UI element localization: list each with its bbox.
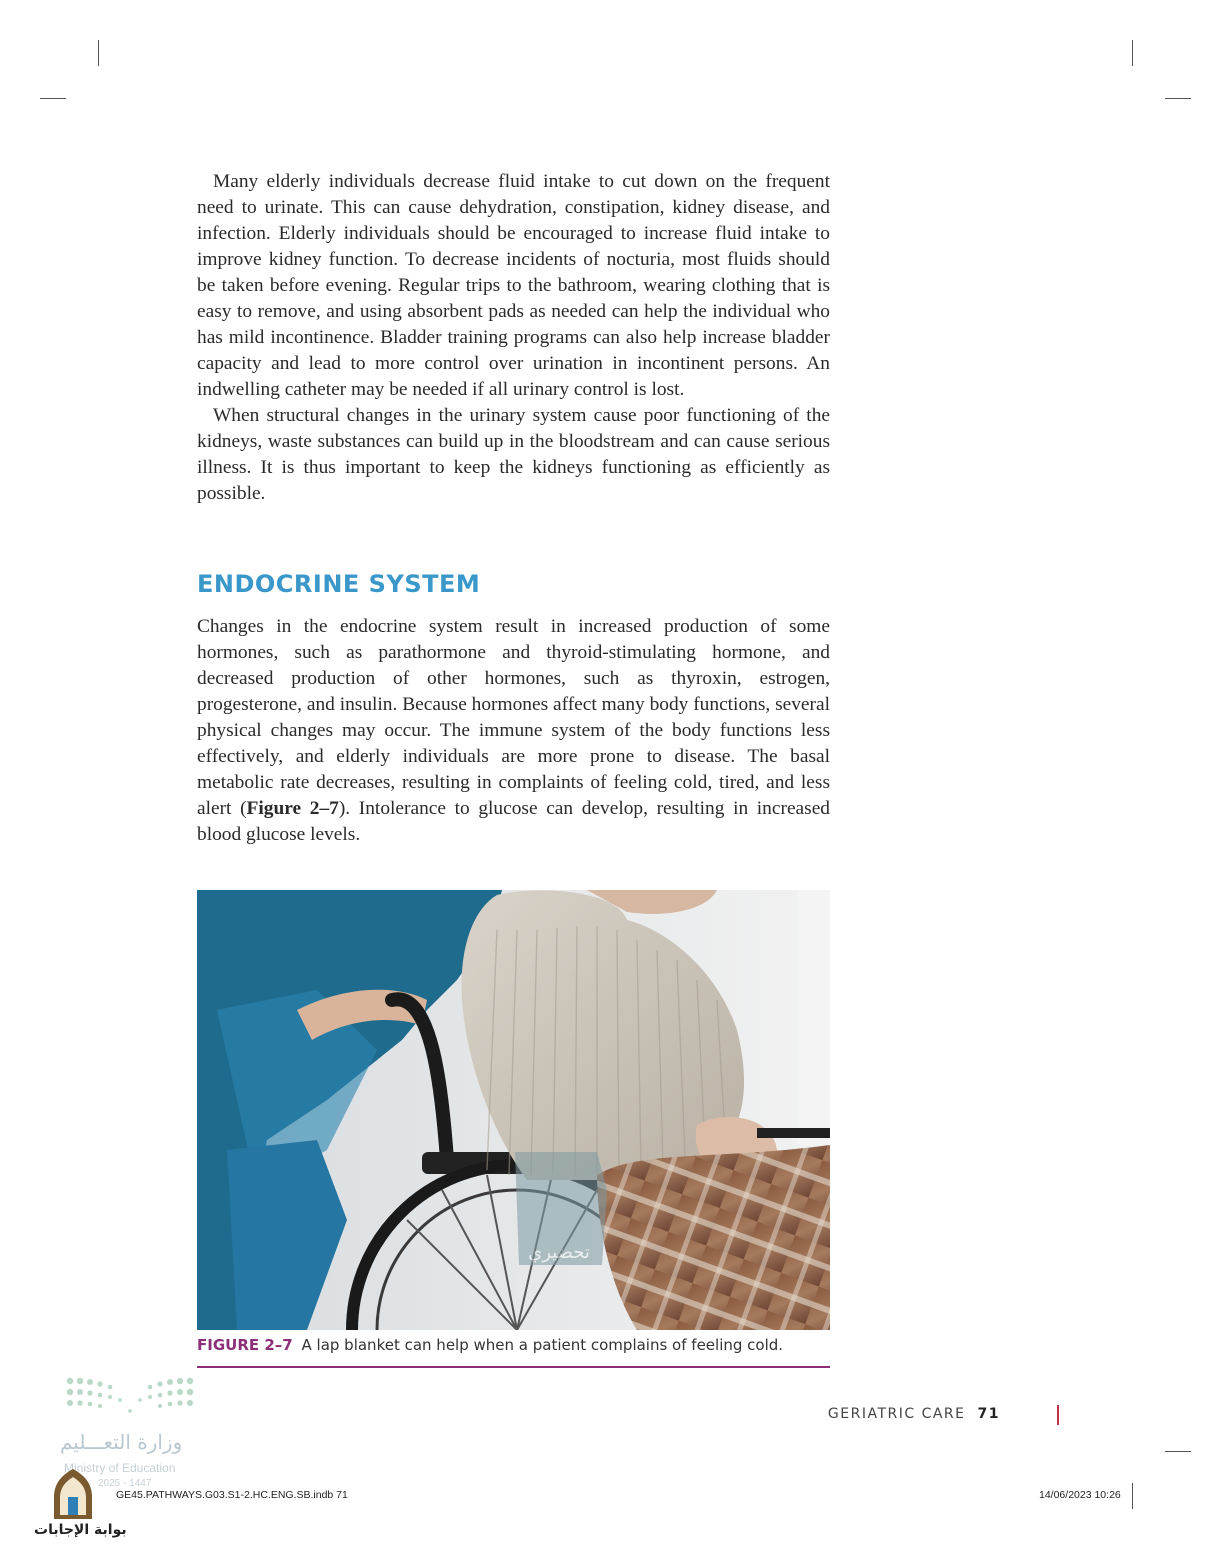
slug-filename: GE45.PATHWAYS.G03.S1-2.HC.ENG.SB.indb 71: [116, 1489, 348, 1501]
crop-mark: [1165, 1451, 1191, 1452]
endocrine-text-block: [197, 614, 830, 848]
caption-rule: [197, 1366, 830, 1368]
paragraph: [197, 614, 830, 848]
watermark-text: تحضيري: [528, 1242, 590, 1263]
page-number: 71: [977, 1406, 1000, 1422]
wheelchair-illustration: [197, 890, 830, 1330]
ministry-year: 2025 - 1447: [98, 1478, 152, 1489]
crop-mark: [98, 40, 99, 66]
section-heading: ENDOCRINE SYSTEM: [197, 570, 481, 598]
crop-mark: [1165, 98, 1191, 99]
crop-mark: [40, 98, 66, 99]
ministry-dots-icon: [40, 1373, 210, 1423]
figure-photo: [197, 890, 830, 1330]
crop-mark: [1132, 1483, 1133, 1509]
figure-caption: [197, 1334, 830, 1356]
ministry-name-arabic: وزارة التعـــليم: [60, 1430, 183, 1454]
running-head: GERIATRIC CARE: [827, 1406, 966, 1422]
watermark-stamp: [515, 1152, 607, 1265]
paragraph-text: ). Intolerance to glucose can develop, resulting in increased blood glucose levels.: [197, 798, 831, 845]
slug-date: 14/06/2023 10:26: [1039, 1489, 1121, 1501]
answers-gate-label: بوابة الإجابات: [34, 1522, 127, 1538]
paragraph: Many elderly individuals decrease fluid intake to cut down on the frequent need to urinate. This can cause dehydration, constipation, kidney disease, and infection. Elderly individuals should be encouraged to increase fluid intake to improve kidney function. To decrease incidents of nocturia, most fluids should be taken before evening. Regular trips to the bathroom, wearing clothing that is easy to remove, and using absorbent pads as needed can help the individual who has mild incontinence. Bladder training programs can also help increase bladder capacity and lead to more control over urination in incontinent persons. An indwelling catheter may be needed if all urinary control is lost.: [197, 171, 830, 400]
figure-label: FIGURE 2–7: [197, 1336, 293, 1354]
ministry-logo: [40, 1373, 210, 1428]
footer-accent-bar: [1057, 1405, 1059, 1425]
crop-mark: [1132, 40, 1133, 66]
figure-caption-text: A lap blanket can help when a patient complains of feeling cold.: [301, 1336, 784, 1354]
mosque-logo-icon: [50, 1467, 96, 1521]
paragraph: When structural changes in the urinary system cause poor functioning of the kidneys, waste substances can build up in the bloodstream and can cause serious illness. It is thus important to keep the kidneys functioning as efficiently as possible.: [197, 405, 830, 504]
urinary-text-block: [197, 169, 830, 507]
ministry-name-english: Ministry of Education: [64, 1461, 176, 1475]
paragraph-text: Changes in the endocrine system result in increased production of some hormones, such as parathormone and thyroid-stimulating hormone, and decreased production of other hormones, such as thyroxin, estrogen, progesterone, and insulin. Because hormones affect many body functions, several physical changes may occur. The immune system of the body functions less effectively, and elderly individuals are more prone to disease. The basal metabolic rate decreases, resulting in complaints of feeling cold, tired, and less alert (: [197, 616, 830, 819]
figure-reference: Figure 2–7: [246, 798, 339, 819]
running-footer: [828, 1406, 1000, 1422]
